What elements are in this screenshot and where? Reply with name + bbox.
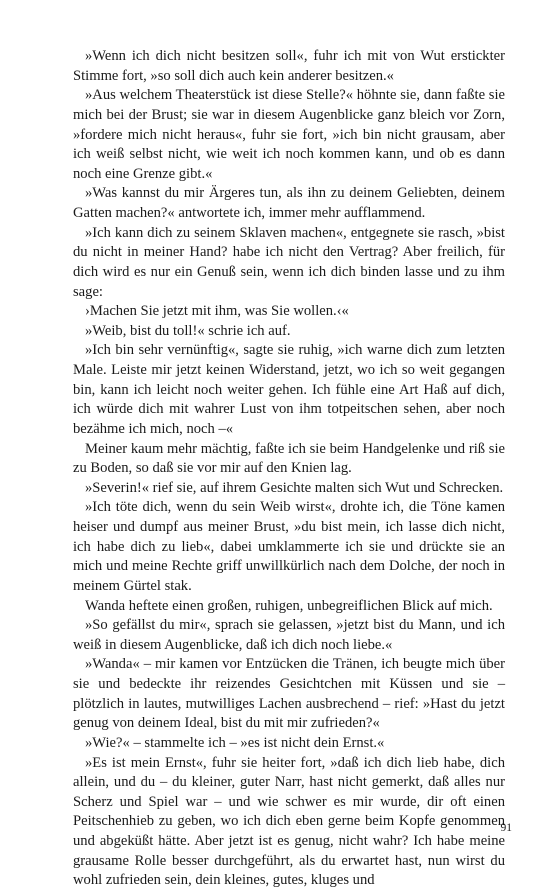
- paragraph: »Was kannst du mir Ärgeres tun, als ihn zu deinem Geliebten, deinem Gatten machen?« antwortete ich, immer mehr aufflammend.: [73, 185, 505, 221]
- paragraph: »Es ist mein Ernst«, fuhr sie heiter fort, »daß ich dich lieb habe, dich allein, und du – du kleiner, guter Narr, hast nicht gemerkt, daß alles nur Scherz und Spiel war – und wie schwer es mir wurde, dir oft einen Peitschenhieb zu geben, wo ich dich eben gerne beim Kopfe genommen und abgeküßt hätte. Aber jetzt ist es genug, nicht wahr? Ich habe meine grausame Rolle besser durchgeführt, als du erwartet hast, nun wirst du wohl zufrieden sein, dein kleines, gutes, kluges und: [73, 754, 505, 889]
- paragraph: »Ich bin sehr vernünftig«, sagte sie ruhig, »ich warne dich zum letzten Male. Leiste mir jetzt keinen Widerstand, jetzt, wo ich so weit gegangen bin, kann ich leicht noch weiter gehen. Ich fühle eine Art Haß auf dich, ich würde dich mit wahrer Lust von ihm totpeitschen sehen, aber noch bezähme ich mich, noch –«: [73, 342, 505, 437]
- body-text: [73, 47, 505, 891]
- paragraph: »Ich töte dich, wenn du sein Weib wirst«, drohte ich, die Töne kamen heiser und dumpf aus meiner Brust, »du bist mein, ich lasse dich nicht, ich habe dich zu lieb«, dabei umklammerte ich sie und drückte sie an mich und meine Rechte griff unwillkürlich nach dem Dolche, der noch in meinem Gürtel stak.: [73, 499, 505, 594]
- paragraph: »Wie?« – stammelte ich – »es ist nicht dein Ernst.«: [85, 734, 385, 751]
- paragraph: »Ich kann dich zu seinem Sklaven machen«, entgegnete sie rasch, »bist du nicht in meiner Hand? habe ich nicht den Vertrag? Aber freilich, für dich wird es nur ein Genuß sein, wenn ich dich binden lasse und zu ihm sage:: [73, 224, 505, 300]
- paragraph: »Severin!« rief sie, auf ihrem Gesichte malten sich Wut und Schrecken.: [85, 479, 504, 496]
- paragraph: »Wenn ich dich nicht besitzen soll«, fuhr ich mit von Wut erstickter Stimme fort, »so soll dich auch kein anderer besitzen.«: [73, 48, 505, 84]
- paragraph: »So gefällst du mir«, sprach sie gelassen, »jetzt bist du Mann, und ich weiß in diesem Augenblicke, daß ich dich noch liebe.«: [73, 617, 505, 653]
- page-number: 91: [500, 822, 512, 834]
- paragraph: Meiner kaum mehr mächtig, faßte ich sie beim Handgelenke und riß sie zu Boden, so daß sie vor mir auf den Knien lag.: [73, 440, 505, 477]
- paragraph: »Wanda« – mir kamen vor Entzücken die Tränen, ich beugte mich über sie und bedeckte ihr reizendes Gesichtchen mit Küssen und sie – plötzlich in lautes, mutwilliges Lachen ausbrechend – rief: »Hast du jetzt genug von deinem Ideal, bist du mit mir zufrieden?«: [73, 656, 505, 732]
- paragraph: »Weib, bist du toll!« schrie ich auf.: [85, 322, 291, 339]
- paragraph: »Aus welchem Theaterstück ist diese Stelle?« höhnte sie, dann faßte sie mich bei der Brust; sie war in diesem Augenblicke ganz bleich vor Zorn, »fordere mich nicht heraus«, fuhr sie fort, »ich bin nicht grausam, aber ich weiß selbst nicht, wie weit ich noch kommen kann, und ob es dann noch eine Grenze gibt.«: [73, 87, 505, 182]
- paragraph: ›Machen Sie jetzt mit ihm, was Sie wollen.‹«: [85, 303, 349, 320]
- paragraph: Wanda heftete einen großen, ruhigen, unbegreiflichen Blick auf mich.: [85, 597, 493, 614]
